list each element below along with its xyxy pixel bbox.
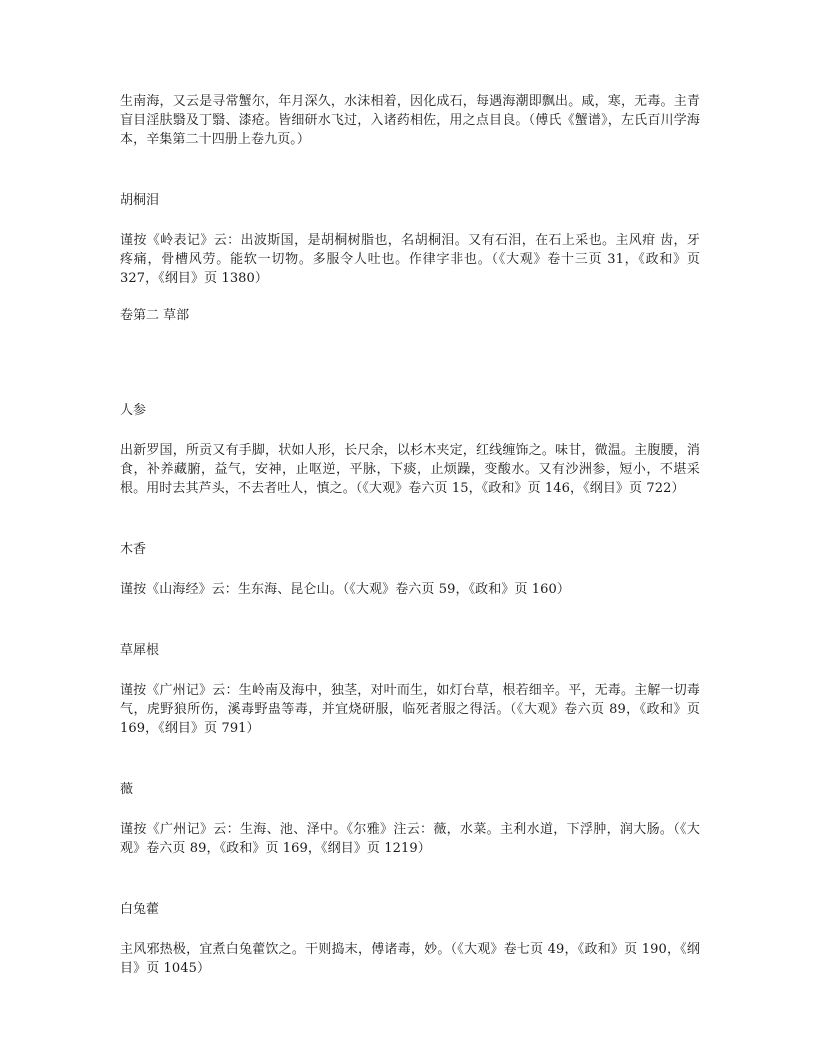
entry-heading-caoxigen: 草犀根 — [120, 643, 160, 658]
entry-text-muxiang: 谨按《山海经》云：生东海、昆仑山。（《大观》卷六页 59，《政和》页 160） — [120, 582, 571, 597]
chapter-title: 卷第二 草部 — [120, 308, 190, 323]
intro-paragraph: 生南海，又云是寻常蟹尔，年月深久，水沫相着，因化成石，每遇海潮即飘出。咸，寒，无毒。主青盲目淫肤翳及丁翳、漆疮。皆细研水飞过，入诸药相佐，用之点目良。（傅氏《蟹谱》，左氏百川学海本，辛集第二十四册上卷九页。） — [120, 94, 700, 147]
spacer — [120, 420, 700, 441]
entry-text-hutonglei: 谨按《岭表记》云：出波斯国，是胡桐树脂也，名胡桐泪。又有石泪，在石上采也。主风疳 齿，牙疼痛，骨槽风劳。能软一切物。多服令人吐也。作律字非也。（《大观》卷十三页 31，《政和》页 327，《纲目》页 1380） — [120, 233, 700, 286]
spacer — [120, 210, 700, 231]
entry-heading-muxiang: 木香 — [120, 542, 147, 557]
entry-heading-baituhuo: 白兔藿 — [120, 902, 160, 917]
spacer — [120, 738, 700, 780]
entry-text-baituhuo: 主风邪热极，宜煮白兔藿饮之。干则捣末，傅诸毒，妙。（《大观》卷七页 49，《政和》页 190，《纲目》页 1045） — [120, 942, 700, 976]
entry-heading-hutonglei: 胡桐泪 — [120, 193, 160, 208]
entry-heading-wei: 薇 — [120, 782, 134, 797]
spacer — [120, 149, 700, 191]
spacer — [120, 325, 700, 401]
spacer — [120, 919, 700, 940]
spacer — [120, 660, 700, 681]
entry-text-caoxigen: 谨按《广州记》云：生岭南及海中，独茎，对叶而生，如灯台草，根若细辛。平，无毒。主解一切毒气，虎野狼所伤，溪毒野蛊等毒，并宜烧研服，临死者服之得活。（《大观》卷六页 89，《政和》页 169，《纲目》页 791） — [120, 683, 700, 736]
document-page — [120, 92, 700, 978]
spacer — [120, 599, 700, 641]
entry-text-wei: 谨按《广州记》云：生海、池、泽中。《尔雅》注云：薇，水菜。主利水道，下浮肿，润大肠。（《大观》卷六页 89，《政和》页 169，《纲目》页 1219） — [120, 822, 700, 856]
spacer — [120, 288, 700, 306]
spacer — [120, 559, 700, 580]
spacer — [120, 858, 700, 900]
entry-heading-renshen: 人参 — [120, 403, 147, 418]
entry-text-renshen: 出新罗国，所贡又有手脚，状如人形，长尺余，以杉木夹定，红线缠饰之。味甘，微温。主腹腰，消食，补养藏腑，益气，安神，止呕逆，平脉，下痰，止烦躁，变酸水。又有沙洲参，短小，不堪采根。用时去其芦头，不去者吐人，慎之。（《大观》卷六页 15，《政和》页 146，《纲目》页 722） — [120, 443, 700, 496]
spacer — [120, 498, 700, 540]
spacer — [120, 799, 700, 820]
